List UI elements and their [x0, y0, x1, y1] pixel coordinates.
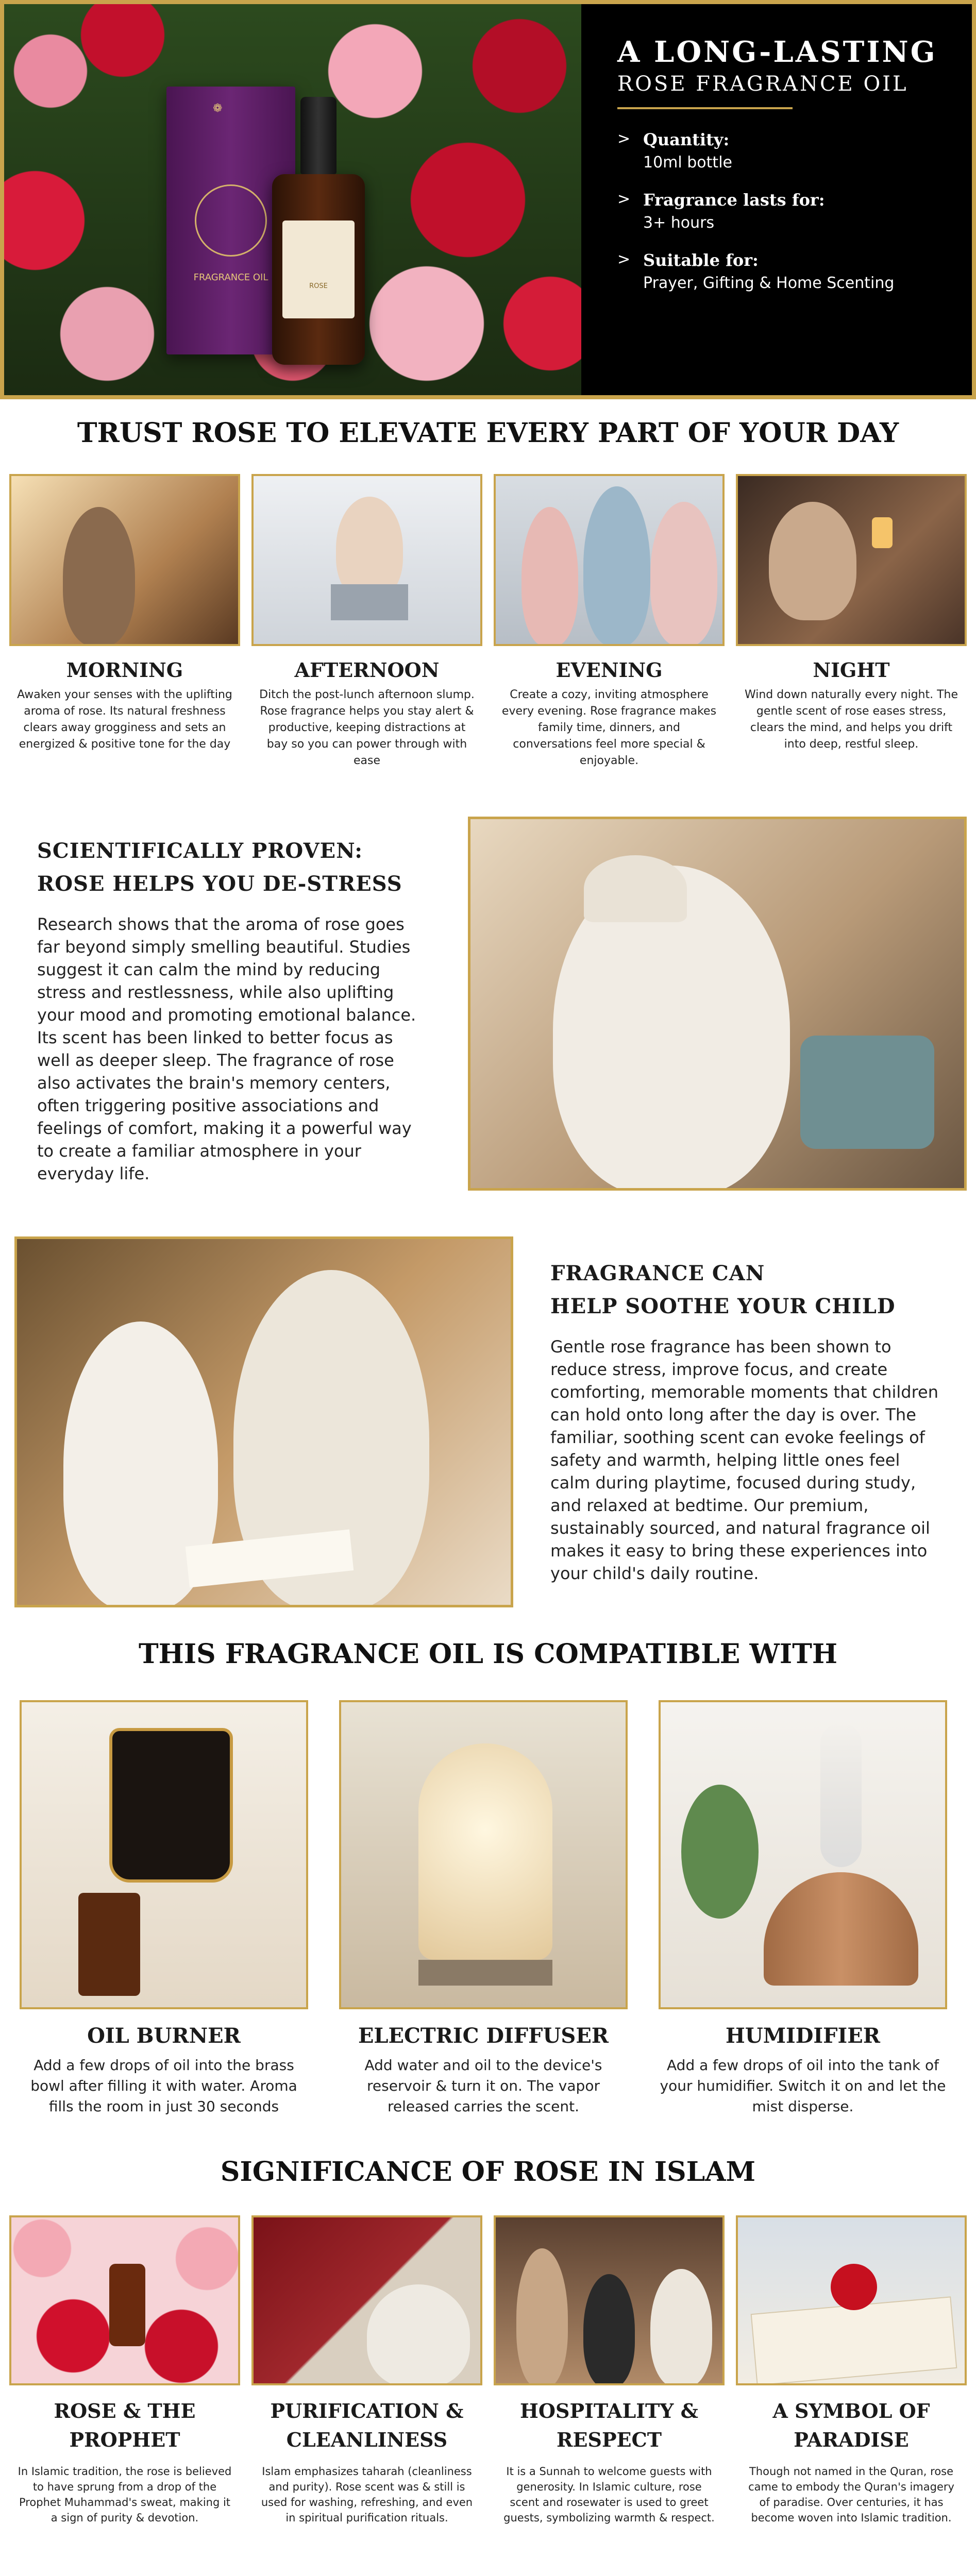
card-title: AFTERNOON: [294, 658, 440, 682]
hero-subtitle: ROSE FRAGRANCE OIL: [617, 72, 908, 96]
card-description: Wind down naturally every night. The gentle scent of rose eases stress, clears the mind, and helps you drift into deep, restful sleep.: [744, 688, 958, 751]
spec-label: Suitable for:: [643, 250, 759, 270]
mist-shape: [820, 1723, 862, 1867]
card-title: NIGHT: [813, 658, 890, 682]
laptop-shape: [331, 584, 408, 620]
spec-label: Fragrance lasts for:: [643, 190, 825, 210]
oil-burner-image: [20, 1700, 308, 2009]
card-hospitality: [494, 2215, 725, 2526]
person-figure: [367, 2284, 470, 2385]
brand-logo: ❁: [213, 102, 223, 115]
person-figure: [650, 502, 717, 646]
card-title: PURIFICATION & CLEANLINESS: [270, 2399, 464, 2451]
card-description: Ditch the post-lunch afternoon slump. Rose fragrance helps you stay alert & productive, keeping distractions at bay so you can power through with ease: [259, 688, 475, 767]
compatible-section: [0, 1638, 976, 1670]
diffuser-base: [418, 1960, 552, 1986]
person-figure: [63, 507, 135, 646]
humidifier-image: [659, 1700, 947, 2009]
science-image: [468, 817, 967, 1191]
card-title: ROSE & THE PROPHET: [54, 2399, 196, 2451]
lantern-shape: [872, 517, 893, 548]
oil-bottle-shape: [78, 1893, 140, 1996]
child-heading-line2: HELP SOOTHE YOUR CHILD: [550, 1294, 896, 1318]
bottle-label-text: ROSE: [309, 282, 328, 290]
child-body: Gentle rose fragrance has been shown to reduce stress, improve focus, and create comforting, memorable moments that children can hold onto long after the day is over. The familiar, soothing scent can evoke feelings of safety and warmth, helping little ones feel calm during playtime, focused during study, and relaxed at bedtime. Our premium, sustainably sourced, and natural fragrance oil makes it easy to bring these experiences into your child's daily routine.: [550, 1337, 938, 1583]
hero-divider: [617, 107, 793, 109]
child-image: [14, 1236, 513, 1607]
cushion-shape: [800, 1036, 934, 1149]
morning-image: [9, 474, 240, 646]
card-paradise: [736, 2215, 967, 2526]
section-heading: THIS FRAGRANCE OIL IS COMPATIBLE WITH: [138, 1638, 838, 1670]
bottle-label: [282, 221, 355, 318]
spec-label: Quantity:: [643, 130, 730, 149]
spec-duration: [617, 190, 968, 232]
purification-image: [251, 2215, 482, 2385]
chevron-right-icon: >: [617, 130, 631, 148]
section-heading: SIGNIFICANCE OF ROSE IN ISLAM: [220, 2156, 756, 2188]
child-heading-line1: FRAGRANCE CAN: [550, 1261, 765, 1285]
card-oil-burner: [20, 1700, 308, 2117]
afternoon-image: [251, 474, 482, 646]
card-night: [736, 474, 967, 769]
hero-product-image: [4, 4, 581, 395]
card-title: HOSPITALITY & RESPECT: [520, 2399, 698, 2451]
card-description: Though not named in the Quran, rose came to embody the Quran's imagery of paradise. Over centuries, it has become woven into Islamic tradition.: [748, 2465, 954, 2524]
card-evening: [494, 474, 725, 769]
card-purification: [251, 2215, 482, 2526]
science-text-block: [37, 835, 429, 1185]
science-heading-line2: ROSE HELPS YOU DE-STRESS: [37, 872, 402, 896]
box-label: FRAGRANCE OIL: [193, 272, 268, 283]
card-rose-prophet: [9, 2215, 240, 2526]
hero-title: A LONG-LASTING: [617, 35, 937, 69]
humidifier-shape: [764, 1872, 918, 1986]
day-grid: [9, 474, 967, 769]
person-figure: [650, 2269, 712, 2385]
section-heading: TRUST ROSE TO ELEVATE EVERY PART OF YOUR DAY: [77, 417, 899, 449]
card-title: A SYMBOL OF PARADISE: [772, 2399, 930, 2451]
person-figure: [583, 486, 650, 646]
card-description: Add a few drops of oil into the tank of your humidifier. Switch it on and let the mist disperse.: [660, 2057, 946, 2115]
card-description: Add water and oil to the device's reservoir & turn it on. The vapor released carries the scent.: [364, 2057, 602, 2115]
card-electric-diffuser: [339, 1700, 628, 2117]
card-description: Awaken your senses with the uplifting aroma of rose. Its natural freshness clears away grogginess and sets an energized & positive tone for the day: [17, 688, 232, 751]
hero-info-panel: [617, 35, 968, 311]
card-title: EVENING: [556, 658, 663, 682]
person-figure: [521, 507, 578, 646]
diffuser-image: [339, 1700, 628, 2009]
person-figure: [516, 2248, 568, 2385]
card-description: Islam emphasizes taharah (cleanliness and purity). Rose scent was & still is used for washing, refreshing, and even in spiritual purification rituals.: [261, 2465, 473, 2524]
card-title: OIL BURNER: [87, 2024, 241, 2048]
spec-value: 3+ hours: [643, 214, 715, 232]
card-title: HUMIDIFIER: [726, 2024, 880, 2048]
plant-shape: [681, 1785, 759, 1919]
person-figure: [583, 2274, 635, 2385]
bottle-dropper-cap: [300, 97, 336, 174]
chevron-right-icon: >: [617, 190, 631, 208]
spec-value: Prayer, Gifting & Home Scenting: [643, 274, 895, 292]
card-morning: [9, 474, 240, 769]
cap-shape: [584, 855, 687, 922]
card-title: ELECTRIC DIFFUSER: [358, 2024, 609, 2048]
person-figure: [769, 502, 856, 620]
card-description: In Islamic tradition, the rose is believed to have sprung from a drop of the Prophet Muhammad's sweat, making it a sign of purity & devotion.: [18, 2465, 232, 2524]
night-image: [736, 474, 967, 646]
card-humidifier: [659, 1700, 947, 2117]
chevron-right-icon: >: [617, 250, 631, 268]
rose-prophet-image: [9, 2215, 240, 2385]
hospitality-image: [494, 2215, 725, 2385]
burner-shape: [109, 1728, 233, 1883]
spec-suitable: [617, 250, 968, 292]
card-description: It is a Sunnah to welcome guests with generosity. In Islamic culture, rose scent and rosewater is used to greet guests, symbolizing warmth & respect.: [503, 2465, 715, 2524]
rose-shape: [831, 2264, 877, 2310]
child-text-block: [550, 1257, 942, 1585]
spec-value: 10ml bottle: [643, 154, 732, 172]
science-body: Research shows that the aroma of rose goes far beyond simply smelling beautiful. Studies suggest it can calm the mind by reducing stress and restlessness, while also uplifting your mood and promoting emotional balance. Its scent has been linked to better focus as well as deeper sleep. The fragrance of rose also activates the brain's memory centers, often triggering positive associations and feelings of comfort, making it a powerful way to create a familiar atmosphere in your everyday life.: [37, 914, 416, 1183]
card-afternoon: [251, 474, 482, 769]
product-bottle: [272, 174, 365, 365]
spec-quantity: [617, 130, 968, 172]
card-description: Add a few drops of oil into the brass bowl after filling it with water. Aroma fills the room in just 30 seconds: [30, 2057, 297, 2115]
islam-grid: [9, 2215, 967, 2526]
box-emblem: [195, 184, 267, 257]
card-title: MORNING: [66, 658, 183, 682]
islam-section: [0, 2156, 976, 2188]
card-description: Create a cozy, inviting atmosphere every evening. Rose fragrance makes family time, dinners, and conversations feel more special & enjoyable.: [501, 688, 717, 767]
oil-bottle-shape: [109, 2264, 145, 2346]
science-heading-line1: SCIENTIFICALLY PROVEN:: [37, 839, 363, 863]
paradise-image: [736, 2215, 967, 2385]
evening-image: [494, 474, 725, 646]
diffuser-shape: [418, 1743, 552, 1960]
day-section: [0, 417, 976, 449]
hero-banner: [0, 0, 976, 399]
compatible-grid: [20, 1700, 947, 2117]
